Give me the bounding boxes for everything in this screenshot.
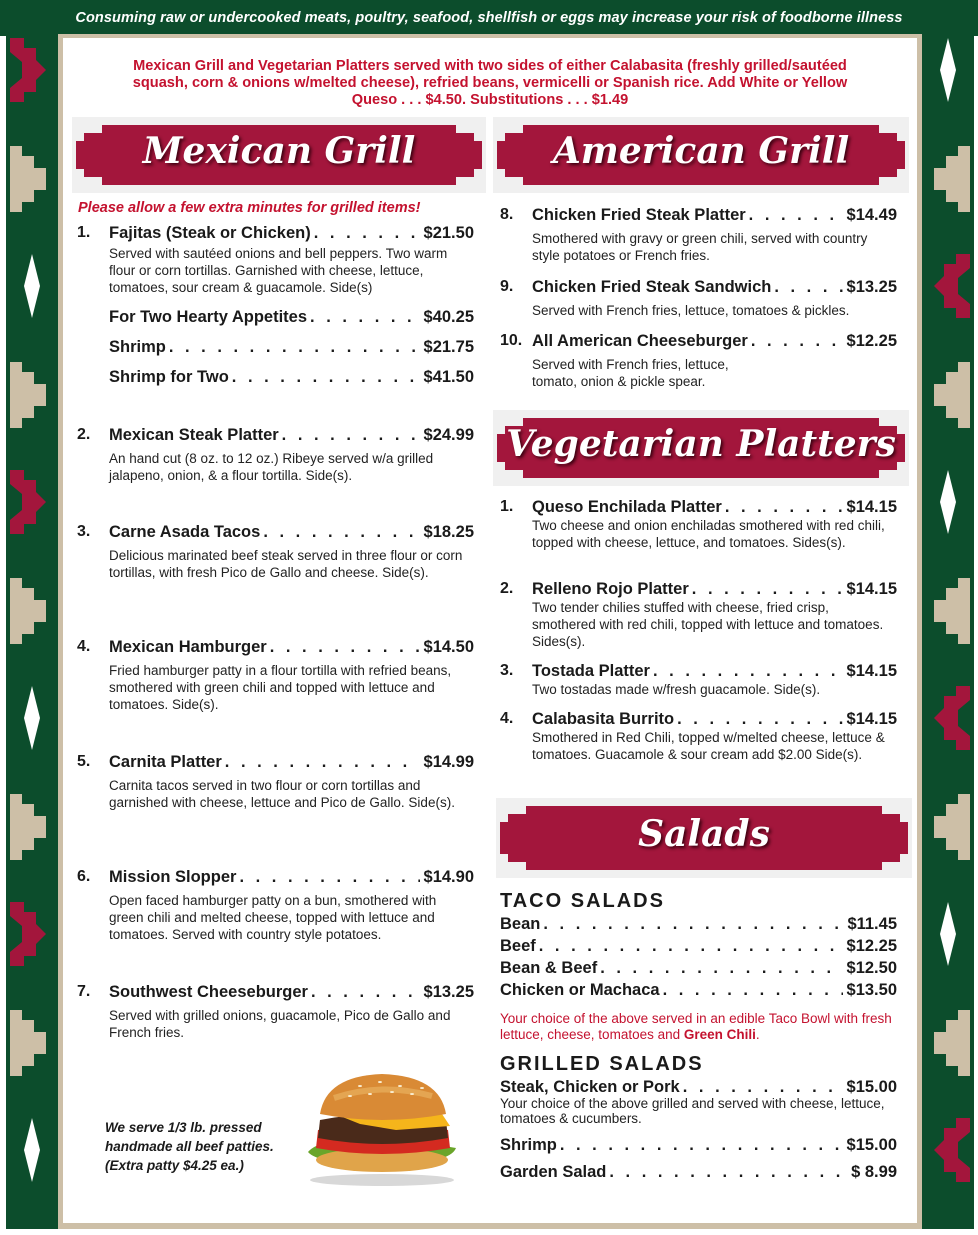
burger-image bbox=[300, 1068, 465, 1186]
item-name: Steak, Chicken or Pork bbox=[500, 1078, 680, 1096]
step-motif bbox=[934, 362, 970, 428]
item-description: Carnita tacos served in two flour or corn tortillas and garnished with cheese, lettuce and Pico de Gallo. Side(s). bbox=[109, 778, 455, 810]
leader-dots bbox=[311, 224, 420, 243]
item-line bbox=[109, 868, 474, 887]
leader-dots bbox=[222, 753, 420, 772]
item-line bbox=[109, 338, 474, 357]
diamond-motif bbox=[24, 254, 40, 318]
item-number: 10. bbox=[500, 332, 523, 349]
item-price: $13.25 bbox=[423, 983, 474, 1001]
item-line bbox=[109, 983, 474, 1002]
item-line bbox=[109, 368, 474, 387]
item-line bbox=[109, 224, 474, 243]
item-price: $12.25 bbox=[846, 332, 897, 350]
leader-dots bbox=[267, 638, 420, 657]
step-motif bbox=[934, 578, 970, 644]
leader-dots bbox=[606, 1163, 847, 1182]
leader-dots bbox=[229, 368, 420, 387]
item-price: $14.15 bbox=[846, 710, 897, 728]
item-number: 3. bbox=[77, 523, 91, 540]
item-number: 5. bbox=[77, 753, 91, 770]
item-name: Bean bbox=[500, 915, 541, 933]
item-name: Queso Enchilada Platter bbox=[532, 498, 722, 516]
leader-dots bbox=[597, 959, 842, 978]
item-description: Two tostadas made w/fresh guacamole. Side(s). bbox=[532, 682, 821, 697]
arrow-motif bbox=[934, 1118, 970, 1182]
item-description: Two tender chilies stuffed with cheese, fried crisp, smothered with red chili, topped with lettuce and tomatoes. Sides(s). bbox=[532, 600, 884, 649]
arrow-motif bbox=[934, 254, 970, 318]
item-name: Mission Slopper bbox=[109, 868, 237, 886]
item-price: $13.50 bbox=[846, 981, 897, 999]
patty-note: We serve 1/3 lb. pressed handmade all beef patties. (Extra patty $4.25 ea.) bbox=[105, 1120, 274, 1173]
diamond-motif bbox=[24, 1118, 40, 1182]
leader-dots bbox=[308, 983, 420, 1002]
right-border bbox=[922, 34, 974, 1229]
step-motif bbox=[10, 1010, 46, 1076]
item-name: Shrimp bbox=[109, 338, 166, 356]
leader-dots bbox=[746, 206, 843, 225]
left-pattern bbox=[6, 34, 58, 1229]
item-name: Mexican Hamburger bbox=[109, 638, 267, 656]
item-price: $14.99 bbox=[423, 753, 474, 771]
item-description: Delicious marinated beef steak served in three flour or corn tortillas, with fresh Pico de Gallo and cheese. Side(s). bbox=[109, 548, 463, 580]
grill-wait-note: Please allow a few extra minutes for grilled items! bbox=[78, 200, 421, 216]
item-line bbox=[109, 753, 474, 772]
leader-dots bbox=[557, 1136, 843, 1155]
diamond-motif bbox=[940, 902, 956, 966]
item-description: Smothered in Red Chili, topped w/melted cheese, lettuce & tomatoes. Guacamole & sour cream add $2.00 Side(s). bbox=[532, 730, 885, 762]
green-chili-text: Green Chili bbox=[683, 1027, 756, 1042]
item-price: $15.00 bbox=[846, 1136, 897, 1154]
item-price: $21.50 bbox=[423, 224, 474, 242]
item-price: $12.25 bbox=[846, 937, 897, 955]
diamond-motif bbox=[940, 38, 956, 102]
diamond-motif bbox=[24, 686, 40, 750]
item-description: Served with French fries, lettuce, tomatoes & pickles. bbox=[532, 303, 850, 318]
item-line bbox=[532, 580, 897, 599]
item-price: $14.49 bbox=[846, 206, 897, 224]
item-number: 2. bbox=[500, 580, 514, 597]
item-number: 7. bbox=[77, 983, 91, 1000]
item-line bbox=[532, 278, 897, 297]
item-name: Shrimp bbox=[500, 1136, 557, 1154]
leader-dots bbox=[279, 426, 420, 445]
leader-dots bbox=[166, 338, 420, 357]
item-line bbox=[109, 426, 474, 445]
item-price: $13.25 bbox=[846, 278, 897, 296]
item-price: $15.00 bbox=[846, 1078, 897, 1096]
american-grill-list bbox=[500, 0, 897, 1235]
item-name: Fajitas (Steak or Chicken) bbox=[109, 224, 311, 242]
step-motif bbox=[10, 794, 46, 860]
grilled-salads-heading: GRILLED SALADS bbox=[500, 1053, 704, 1075]
item-line bbox=[109, 523, 474, 542]
item-number: 1. bbox=[500, 498, 514, 515]
item-description: Fried hamburger patty in a flour tortilla with refried beans, smothered with green chili and topped with lettuce and tomatoes. Side(s). bbox=[109, 663, 452, 712]
item-price: $14.50 bbox=[423, 638, 474, 656]
item-number: 4. bbox=[77, 638, 91, 655]
item-name: Carne Asada Tacos bbox=[109, 523, 261, 541]
step-motif bbox=[934, 794, 970, 860]
item-price: $14.15 bbox=[846, 662, 897, 680]
item-name: Beef bbox=[500, 937, 536, 955]
arrow-motif bbox=[10, 470, 46, 534]
step-motif bbox=[10, 578, 46, 644]
item-name: Mexican Steak Platter bbox=[109, 426, 279, 444]
leader-dots bbox=[748, 332, 843, 351]
leader-dots bbox=[771, 278, 842, 297]
item-line bbox=[500, 1136, 897, 1155]
item-description: Open faced hamburger patty on a bun, smothered with green chili and melted cheese, topped with lettuce and tomatoes. Served with country style potatoes. bbox=[109, 893, 437, 942]
item-number: 2. bbox=[77, 426, 91, 443]
leader-dots bbox=[660, 981, 843, 1000]
salads-title: Salads bbox=[638, 813, 770, 855]
taco-note-text: Your choice of the above served in an edible Taco Bowl with fresh lettuce, cheese, tomatoes and bbox=[500, 1011, 892, 1042]
item-price: $40.25 bbox=[423, 308, 474, 326]
item-line bbox=[500, 1163, 897, 1182]
item-number: 1. bbox=[77, 224, 91, 241]
item-line bbox=[500, 937, 897, 956]
step-motif bbox=[10, 146, 46, 212]
leader-dots bbox=[236, 868, 419, 887]
item-name: Chicken or Machaca bbox=[500, 981, 660, 999]
item-price: $12.50 bbox=[846, 959, 897, 977]
item-name: Calabasita Burrito bbox=[532, 710, 675, 728]
item-name: Chicken Fried Steak Sandwich bbox=[532, 278, 772, 296]
arrow-motif bbox=[10, 902, 46, 966]
item-description: Two cheese and onion enchiladas smothered with red chili, topped with cheese, lettuce, and tomatoes. Sides(s). bbox=[532, 518, 885, 550]
item-name: Tostada Platter bbox=[532, 662, 650, 680]
item-number: 9. bbox=[500, 278, 514, 295]
right-pattern bbox=[922, 34, 974, 1229]
item-number: 4. bbox=[500, 710, 514, 727]
item-line bbox=[532, 662, 897, 681]
item-price: $18.25 bbox=[423, 523, 474, 541]
item-price: $14.15 bbox=[846, 580, 897, 598]
item-name: Southwest Cheeseburger bbox=[109, 983, 308, 1001]
leader-dots bbox=[536, 937, 843, 956]
mexican-grill-list bbox=[77, 0, 474, 1235]
leader-dots bbox=[689, 580, 843, 599]
leader-dots bbox=[650, 662, 843, 681]
item-line bbox=[532, 710, 897, 729]
item-description: Served with grilled onions, guacamole, Pico de Gallo and French fries. bbox=[109, 1008, 451, 1040]
item-line bbox=[109, 638, 474, 657]
item-name: Carnita Platter bbox=[109, 753, 222, 771]
item-line bbox=[500, 1078, 897, 1097]
taco-salads-heading: TACO SALADS bbox=[500, 890, 665, 912]
item-price: $14.90 bbox=[423, 868, 474, 886]
item-price: $41.50 bbox=[423, 368, 474, 386]
foodborne-warning: Consuming raw or undercooked meats, poultry, seafood, shellfish or eggs may increase your risk of foodborne illness bbox=[75, 10, 903, 26]
item-name: Chicken Fried Steak Platter bbox=[532, 206, 746, 224]
leader-dots bbox=[307, 308, 420, 327]
item-price: $14.15 bbox=[846, 498, 897, 516]
leader-dots bbox=[722, 498, 843, 517]
item-number: 3. bbox=[500, 662, 514, 679]
item-line bbox=[500, 959, 897, 978]
diamond-motif bbox=[940, 470, 956, 534]
item-description: Smothered with gravy or green chili, served with country style potatoes or French fries. bbox=[532, 231, 868, 263]
item-name: Shrimp for Two bbox=[109, 368, 229, 386]
arrow-motif bbox=[934, 686, 970, 750]
item-line bbox=[500, 915, 897, 934]
item-number: 6. bbox=[77, 868, 91, 885]
vegetarian-title: Vegetarian Platters bbox=[506, 423, 896, 465]
item-description: An hand cut (8 oz. to 12 oz.) Ribeye served w/a grilled jalapeno, onion, & a flour tortilla. Side(s). bbox=[109, 451, 434, 483]
american-grill-title: American Grill bbox=[552, 130, 850, 172]
step-motif bbox=[934, 1010, 970, 1076]
item-name: Relleno Rojo Platter bbox=[532, 580, 689, 598]
item-description: Your choice of the above grilled and served with cheese, lettuce, tomatoes & cucumbers. bbox=[500, 1096, 885, 1126]
item-price: $11.45 bbox=[847, 915, 897, 933]
item-description: Served with French fries, lettuce, tomato, onion & pickle spear. bbox=[532, 357, 729, 389]
item-line bbox=[109, 308, 474, 327]
leader-dots bbox=[260, 523, 419, 542]
item-line bbox=[532, 498, 897, 517]
leader-dots bbox=[540, 915, 843, 934]
item-name: Bean & Beef bbox=[500, 959, 598, 977]
step-motif bbox=[934, 146, 970, 212]
item-price: $24.99 bbox=[423, 426, 474, 444]
item-line bbox=[532, 206, 897, 225]
item-name: All American Cheeseburger bbox=[532, 332, 748, 350]
item-line bbox=[532, 332, 897, 351]
taco-note-end: . bbox=[755, 1027, 760, 1042]
item-description: Served with sautéed onions and bell peppers. Two warm flour or corn tortillas. Garnished with cheese, lettuce, tomatoes, sour cream & guacamole. Side(s) bbox=[109, 246, 448, 295]
item-line bbox=[500, 981, 897, 1000]
leader-dots bbox=[674, 710, 842, 729]
item-name: For Two Hearty Appetites bbox=[109, 308, 308, 326]
left-border bbox=[6, 34, 58, 1229]
leader-dots bbox=[680, 1078, 843, 1097]
taco-bowl-note bbox=[500, 1011, 895, 1043]
item-name: Garden Salad bbox=[500, 1163, 607, 1181]
sides-intro: Mexican Grill and Vegetarian Platters served with two sides of either Calabasita (freshly grilled/sautéed squash, corn & onions w/melted cheese), refried beans, vermicelli or Spanish rice. Add White or Yellow Queso . . . $4.50. Substitutions . . . $1.49 bbox=[132, 58, 848, 108]
item-price: $21.75 bbox=[423, 338, 474, 356]
arrow-motif bbox=[10, 38, 46, 102]
item-price: $ 8.99 bbox=[851, 1163, 897, 1181]
item-number: 8. bbox=[500, 206, 514, 223]
mexican-grill-title: Mexican Grill bbox=[142, 130, 416, 172]
step-motif bbox=[10, 362, 46, 428]
